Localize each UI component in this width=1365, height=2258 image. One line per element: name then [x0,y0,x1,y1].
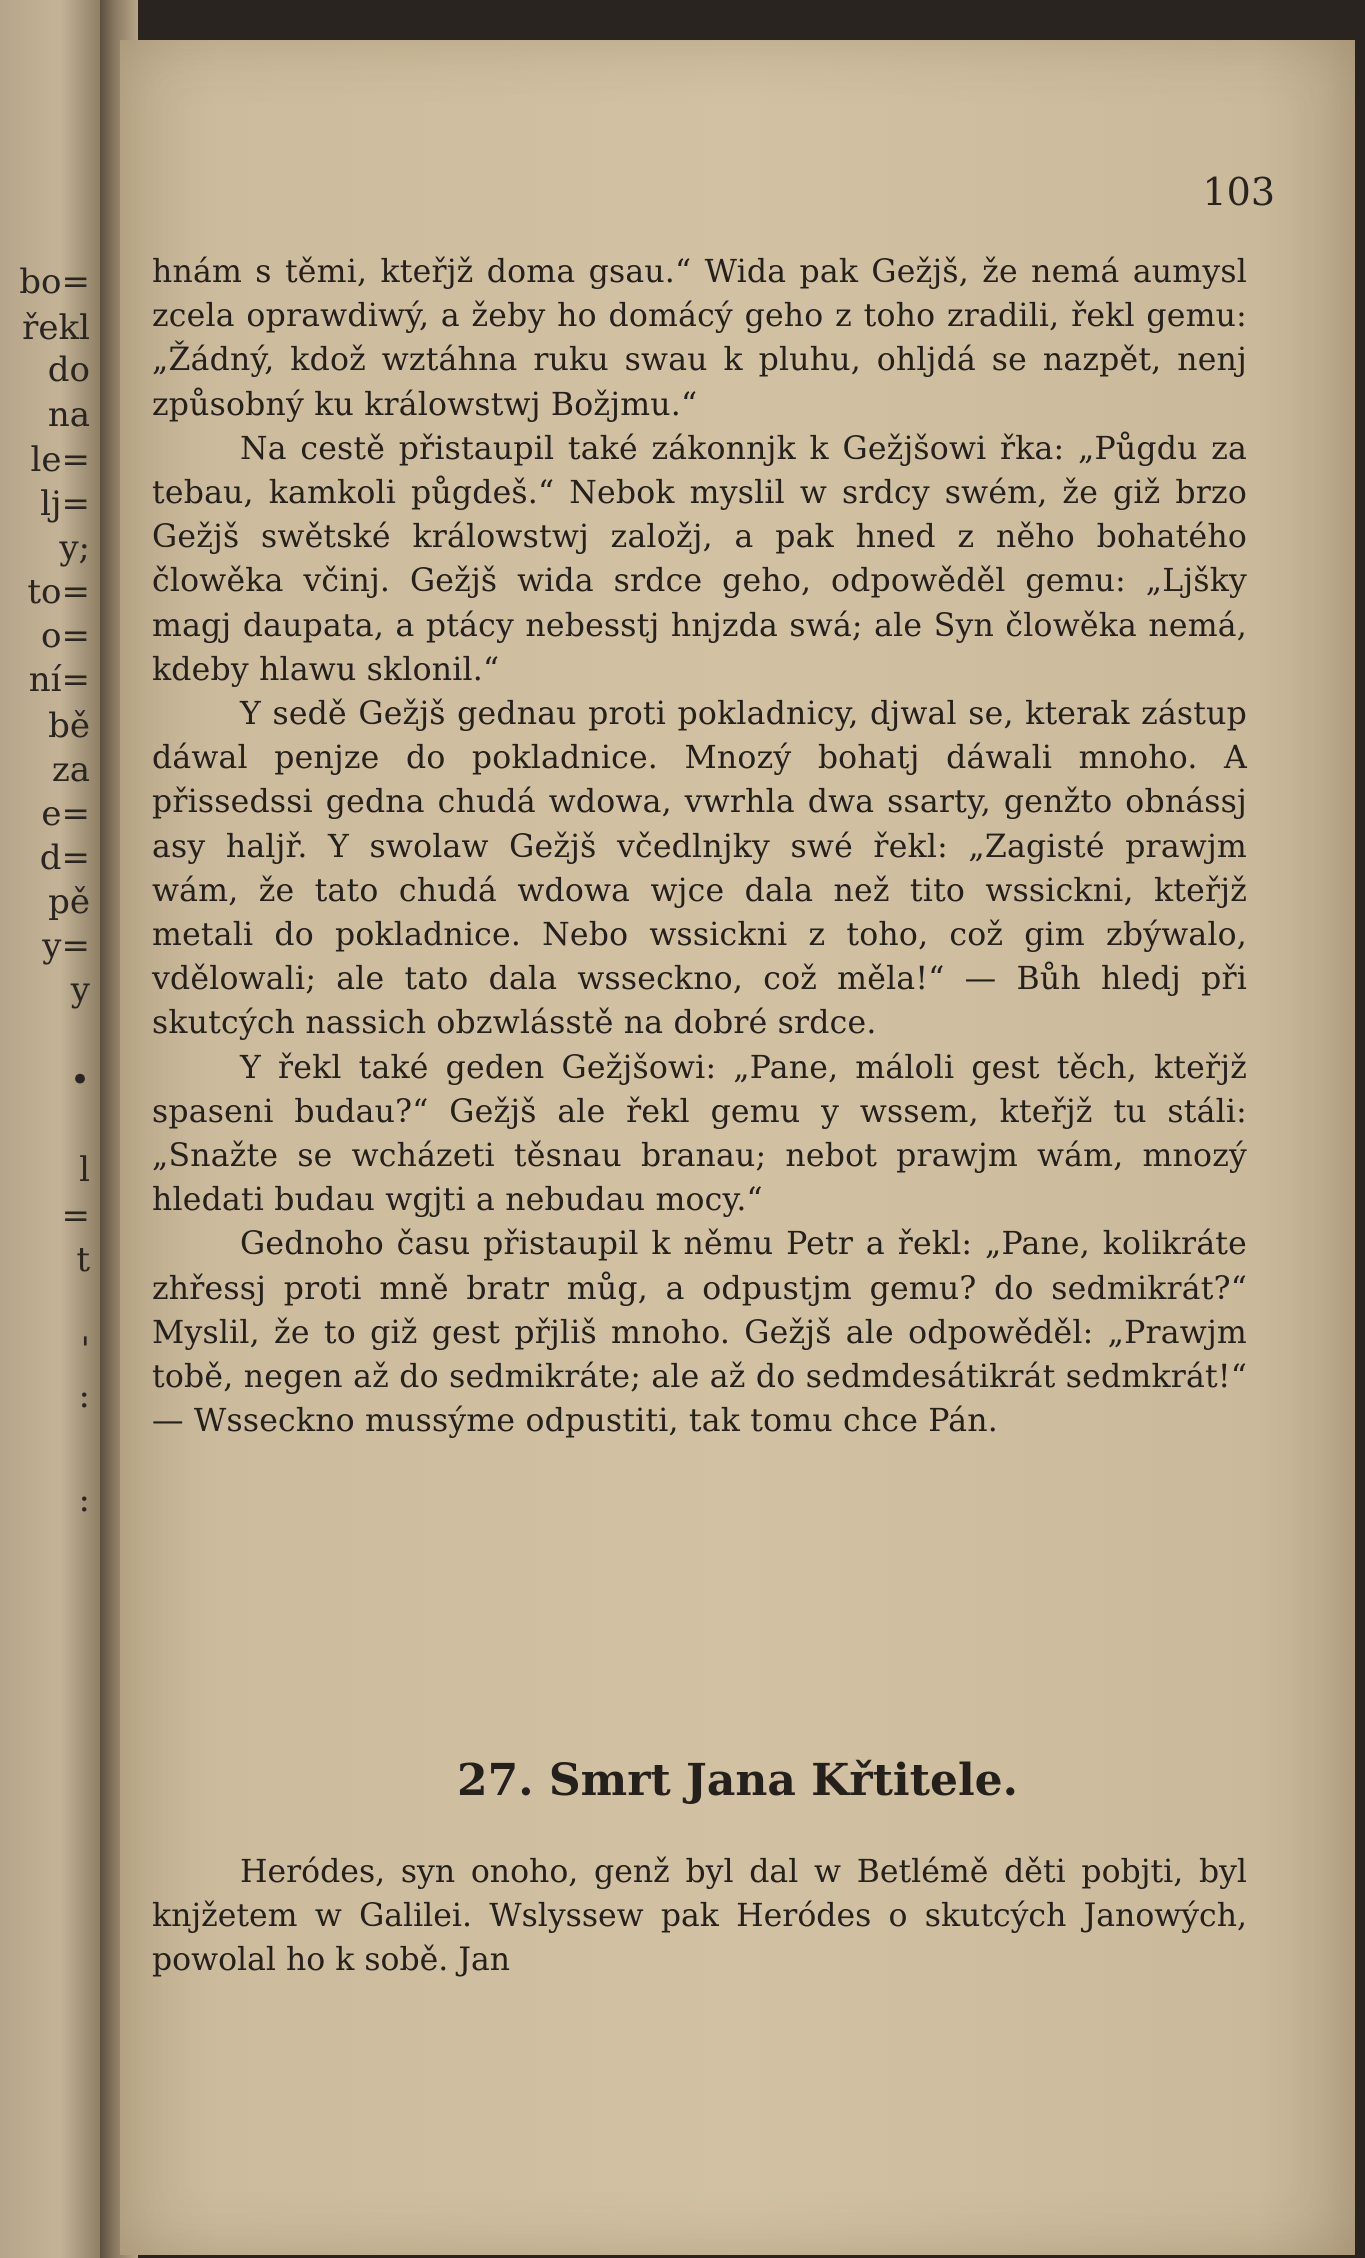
facing-page-fragment: na [47,395,90,435]
facing-page-fragment: pě [48,882,90,922]
book-page [120,40,1355,2255]
facing-page-fragment: d= [39,838,90,878]
facing-page-fragment: do [47,350,90,390]
facing-page-fragment: : [78,1480,90,1520]
facing-page-fragment: le= [30,440,90,480]
facing-page-fragment: • [69,1060,90,1100]
body-text [152,250,1247,1443]
facing-page-fragment: o= [41,616,90,656]
facing-page-fragment: bo= [19,262,90,302]
paragraph-1: hnám s těmi, kteřjž doma gsau.“ Wida pak Gežjš, že nemá aumysl zcela oprawdiwý, a žeby ho domácý geho z toho zradili, řekl gemu: „Žádný, kdož wztáhna ruku swau k pluhu, ohljdá se nazpět, nenj způsobný ku králowstwj Božjmu.“ [152,254,1247,423]
facing-page-fragment: y [70,970,90,1010]
page-number: 103 [1202,170,1275,214]
facing-page-fragment: y= [42,926,90,966]
chapter-title: 27. Smrt Jana Křtitele. [457,1755,1018,1806]
facing-page-fragment: y; [59,528,90,568]
facing-page-fragment: ní= [28,660,90,700]
facing-page-fragment: řekl [22,308,90,348]
chapter-paragraph-1: Heródes, syn onoho, genž byl dal w Betlémě děti pobjti, byl knjžetem w Galilei. Wslyssew pak Heródes o skutcých Janowých, powolal ho k sobě. Jan [152,1854,1247,1979]
paragraph-2: Na cestě přistaupil také zákonnjk k Gežjšowi řka: „Půgdu za tebau, kamkoli půgdeš.“ Nebok myslil w srdcy swém, že giž brzo Gežjš swětské králowstwj založj, a pak hned z něho bohatého člowěka včinj. Gežjš wida srdce geho, odpowěděl gemu: „Ljšky magj daupata, a ptácy nebesstj hnjzda swá; ale Syn člowěka nemá, kdeby hlawu sklonil.“ [152,430,1247,688]
paragraph-4: Y řekl také geden Gežjšowi: „Pane, máloli gest těch, kteřjž spaseni budau?“ Gežjš ale řekl gemu y wssem, kteřjž tu stáli: „Snažte se wcházeti těsnau branau; nebot prawjm wám, mnozý hledati budau wgjti a nebudau mocy.“ [152,1049,1247,1219]
facing-page-fragment: : [78,1376,90,1416]
facing-page-fragment: za [51,750,90,790]
facing-page-fragment: to= [27,572,90,612]
facing-page-fragment: e= [41,794,90,834]
facing-page-fragment: l [79,1150,90,1190]
paragraph-3: Y sedě Gežjš gednau proti pokladnicy, djwal se, kterak zástup dáwal penjze do pokladnice. Mnozý bohatj dáwali mnoho. A přissedssi gedna chudá wdowa, vwrhla dwa ssarty, genžto obnássj asy haljř. Y swolaw Gežjš včedlnjky swé řekl: „Zagisté prawjm wám, že tato chudá wdowa wjce dala než tito wssickni, kteřjž metali do pokladnice. Nebo wssickni z toho, což gim zbýwalo, vdělowali; ale tato dala wsseckno, což měla!“ — Bůh hledj při skutcých nassich obzwlásstě na dobré srdce. [152,696,1247,1042]
facing-page-fragment: lj= [40,484,90,524]
facing-page-fragment: bě [48,706,90,746]
facing-page-edge [0,0,100,2258]
facing-page-fragment: t [76,1240,90,1280]
paragraph-5: Gednoho času přistaupil k němu Petr a řekl: „Pane, kolikráte zhřessj proti mně bratr můg, a odpustjm gemu? do sedmikrát?“ Myslil, že to giž gest přjliš mnoho. Gežjš ale odpowěděl: „Prawjm tobě, negen až do sedmikráte; ale až do sedmdesátikrát sedmkrát!“ — Wsseckno mussýme odpustiti, tak tomu chce Pán. [152,1226,1247,1440]
facing-page-fragment: = [61,1196,90,1236]
facing-page-fragment: ' [80,1330,90,1370]
chapter-body-text [152,1850,1247,1983]
